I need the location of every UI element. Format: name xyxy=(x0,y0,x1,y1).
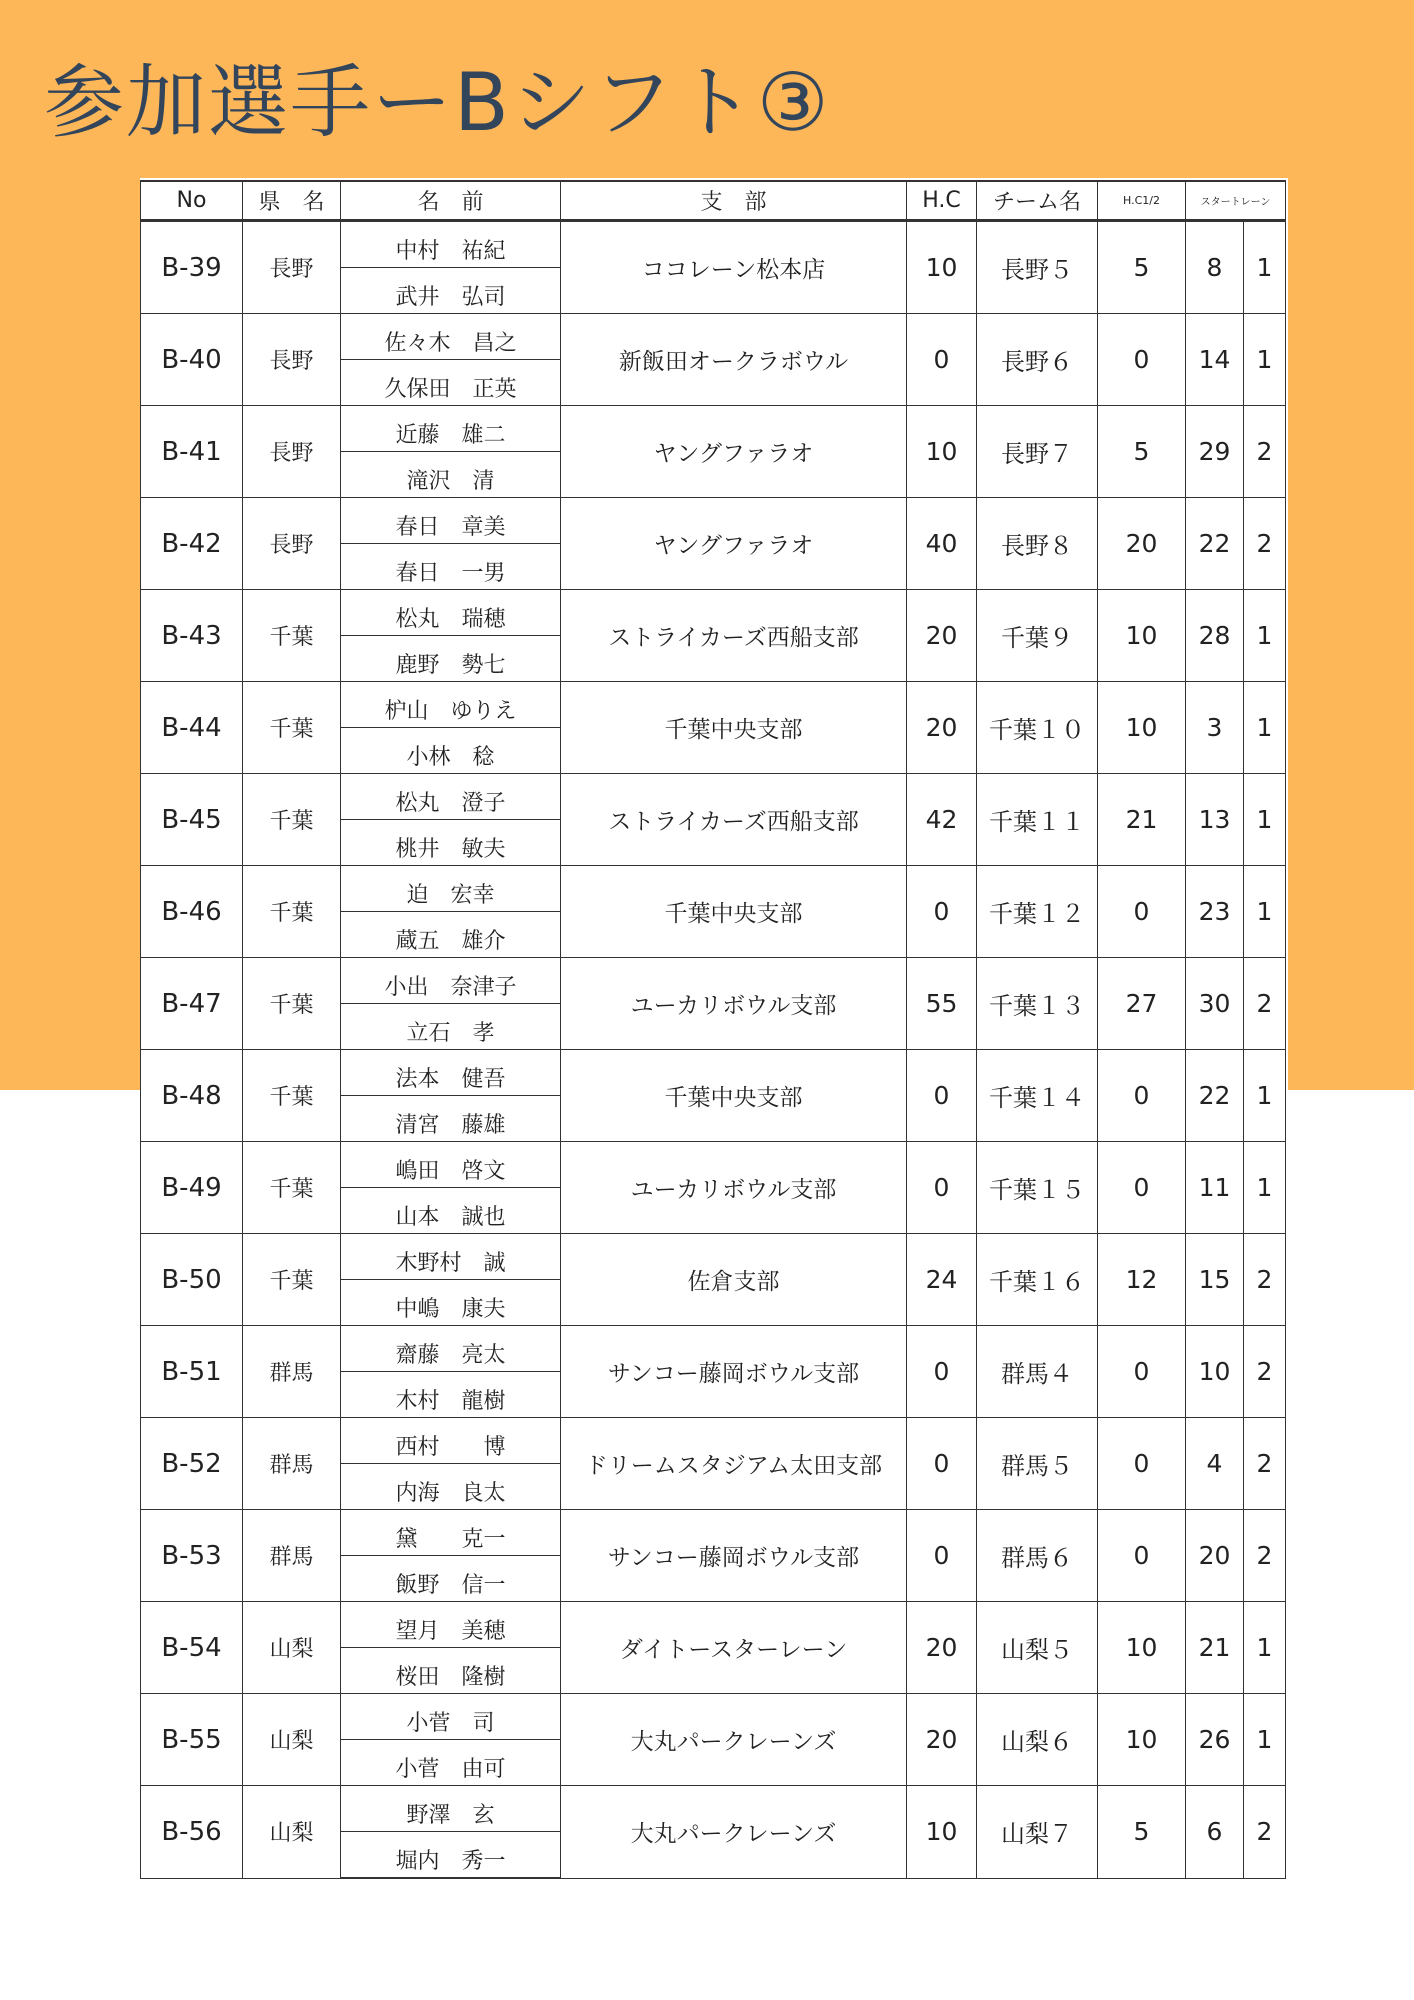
header-team: チーム名 xyxy=(977,181,1098,221)
table-row xyxy=(141,866,1286,912)
handicap: 10 xyxy=(907,406,977,498)
handicap: 0 xyxy=(907,314,977,406)
player-name-2: 小菅 由可 xyxy=(341,1740,561,1786)
table-row xyxy=(141,406,1286,452)
start-shift: 1 xyxy=(1244,1142,1286,1234)
player-name-1: 中村 祐紀 xyxy=(341,221,561,268)
player-name-1: 法本 健吾 xyxy=(341,1050,561,1096)
start-shift: 2 xyxy=(1244,498,1286,590)
team-name: 千葉１１ xyxy=(977,774,1098,866)
handicap-half: 0 xyxy=(1098,314,1186,406)
entry-number: B-41 xyxy=(141,406,243,498)
handicap-half: 10 xyxy=(1098,590,1186,682)
handicap-half: 0 xyxy=(1098,1326,1186,1418)
header-branch: 支 部 xyxy=(561,181,907,221)
handicap-half: 5 xyxy=(1098,1786,1186,1879)
team-name: 長野６ xyxy=(977,314,1098,406)
team-name: 千葉１６ xyxy=(977,1234,1098,1326)
prefecture: 長野 xyxy=(243,406,341,498)
table-row xyxy=(141,1602,1286,1648)
branch-name: ドリームスタジアム太田支部 xyxy=(561,1418,907,1510)
table-row xyxy=(141,221,1286,268)
start-lane: 15 xyxy=(1186,1234,1244,1326)
start-shift: 2 xyxy=(1244,1786,1286,1879)
table-row xyxy=(141,1510,1286,1556)
entry-number: B-44 xyxy=(141,682,243,774)
branch-name: ヤングファラオ xyxy=(561,498,907,590)
team-name: 千葉１２ xyxy=(977,866,1098,958)
entry-number: B-47 xyxy=(141,958,243,1050)
handicap-half: 10 xyxy=(1098,1694,1186,1786)
branch-name: 大丸パークレーンズ xyxy=(561,1694,907,1786)
entry-number: B-53 xyxy=(141,1510,243,1602)
player-name-1: 佐々木 昌之 xyxy=(341,314,561,360)
prefecture: 群馬 xyxy=(243,1326,341,1418)
handicap-half: 5 xyxy=(1098,406,1186,498)
player-name-2: 小林 稔 xyxy=(341,728,561,774)
header-name: 名 前 xyxy=(341,181,561,221)
start-shift: 1 xyxy=(1244,1694,1286,1786)
prefecture: 長野 xyxy=(243,498,341,590)
handicap-half: 0 xyxy=(1098,1142,1186,1234)
start-lane: 26 xyxy=(1186,1694,1244,1786)
handicap-half: 0 xyxy=(1098,1510,1186,1602)
handicap: 40 xyxy=(907,498,977,590)
player-name-2: 山本 誠也 xyxy=(341,1188,561,1234)
start-lane: 20 xyxy=(1186,1510,1244,1602)
table-row xyxy=(141,590,1286,636)
start-lane: 11 xyxy=(1186,1142,1244,1234)
table-row xyxy=(141,774,1286,820)
team-name: 長野５ xyxy=(977,221,1098,314)
player-name-2: 飯野 信一 xyxy=(341,1556,561,1602)
prefecture: 千葉 xyxy=(243,958,341,1050)
player-name-2: 木村 龍樹 xyxy=(341,1372,561,1418)
branch-name: ユーカリボウル支部 xyxy=(561,958,907,1050)
handicap: 24 xyxy=(907,1234,977,1326)
player-name-1: 嶋田 啓文 xyxy=(341,1142,561,1188)
player-name-2: 武井 弘司 xyxy=(341,268,561,314)
entry-number: B-50 xyxy=(141,1234,243,1326)
start-lane: 22 xyxy=(1186,1050,1244,1142)
branch-name: 千葉中央支部 xyxy=(561,682,907,774)
table-row xyxy=(141,498,1286,544)
page-title: 参加選手ーBシフト③ xyxy=(44,56,831,149)
start-shift: 1 xyxy=(1244,1602,1286,1694)
start-lane: 30 xyxy=(1186,958,1244,1050)
player-name-1: 木野村 誠 xyxy=(341,1234,561,1280)
handicap-half: 10 xyxy=(1098,682,1186,774)
start-shift: 2 xyxy=(1244,1234,1286,1326)
player-name-2: 桜田 隆樹 xyxy=(341,1648,561,1694)
handicap: 10 xyxy=(907,1786,977,1879)
start-lane: 23 xyxy=(1186,866,1244,958)
entry-number: B-46 xyxy=(141,866,243,958)
handicap: 42 xyxy=(907,774,977,866)
start-lane: 14 xyxy=(1186,314,1244,406)
team-name: 長野７ xyxy=(977,406,1098,498)
handicap-half: 0 xyxy=(1098,1050,1186,1142)
prefecture: 千葉 xyxy=(243,866,341,958)
handicap-half: 10 xyxy=(1098,1602,1186,1694)
prefecture: 群馬 xyxy=(243,1418,341,1510)
start-lane: 28 xyxy=(1186,590,1244,682)
branch-name: ユーカリボウル支部 xyxy=(561,1142,907,1234)
table-row xyxy=(141,958,1286,1004)
entry-number: B-39 xyxy=(141,221,243,314)
team-name: 群馬６ xyxy=(977,1510,1098,1602)
start-shift: 2 xyxy=(1244,406,1286,498)
branch-name: 千葉中央支部 xyxy=(561,1050,907,1142)
branch-name: 千葉中央支部 xyxy=(561,866,907,958)
prefecture: 群馬 xyxy=(243,1510,341,1602)
handicap: 20 xyxy=(907,1694,977,1786)
handicap-half: 20 xyxy=(1098,498,1186,590)
player-name-2: 内海 良太 xyxy=(341,1464,561,1510)
handicap: 0 xyxy=(907,1418,977,1510)
table-row xyxy=(141,1694,1286,1740)
header-no: No xyxy=(141,181,243,221)
entry-number: B-43 xyxy=(141,590,243,682)
team-name: 山梨５ xyxy=(977,1602,1098,1694)
entry-number: B-40 xyxy=(141,314,243,406)
prefecture: 千葉 xyxy=(243,1234,341,1326)
start-shift: 1 xyxy=(1244,590,1286,682)
player-name-2: 中嶋 康夫 xyxy=(341,1280,561,1326)
start-shift: 1 xyxy=(1244,314,1286,406)
start-lane: 10 xyxy=(1186,1326,1244,1418)
start-lane: 13 xyxy=(1186,774,1244,866)
entry-number: B-56 xyxy=(141,1786,243,1879)
branch-name: サンコー藤岡ボウル支部 xyxy=(561,1326,907,1418)
player-name-1: 迫 宏幸 xyxy=(341,866,561,912)
handicap-half: 27 xyxy=(1098,958,1186,1050)
table-row xyxy=(141,1326,1286,1372)
header-start-lane: スタートレーン xyxy=(1186,181,1286,221)
prefecture: 長野 xyxy=(243,221,341,314)
team-name: 千葉１０ xyxy=(977,682,1098,774)
player-name-2: 清宮 藤雄 xyxy=(341,1096,561,1142)
player-name-1: 松丸 瑞穂 xyxy=(341,590,561,636)
player-name-1: 枦山 ゆりえ xyxy=(341,682,561,728)
player-name-2: 久保田 正英 xyxy=(341,360,561,406)
start-lane: 8 xyxy=(1186,221,1244,314)
start-shift: 2 xyxy=(1244,958,1286,1050)
entry-number: B-55 xyxy=(141,1694,243,1786)
entry-number: B-52 xyxy=(141,1418,243,1510)
prefecture: 千葉 xyxy=(243,1050,341,1142)
header-row xyxy=(141,181,1286,221)
table-row xyxy=(141,1142,1286,1188)
branch-name: 大丸パークレーンズ xyxy=(561,1786,907,1879)
start-shift: 1 xyxy=(1244,682,1286,774)
handicap: 0 xyxy=(907,1510,977,1602)
prefecture: 千葉 xyxy=(243,1142,341,1234)
handicap: 10 xyxy=(907,221,977,314)
team-name: 山梨７ xyxy=(977,1786,1098,1879)
start-shift: 2 xyxy=(1244,1418,1286,1510)
entry-number: B-54 xyxy=(141,1602,243,1694)
player-name-1: 望月 美穂 xyxy=(341,1602,561,1648)
header-hc-half: H.C1/2 xyxy=(1098,181,1186,221)
player-name-1: 齋藤 亮太 xyxy=(341,1326,561,1372)
handicap: 0 xyxy=(907,1142,977,1234)
handicap-half: 0 xyxy=(1098,866,1186,958)
table-row xyxy=(141,1418,1286,1464)
prefecture: 千葉 xyxy=(243,590,341,682)
prefecture: 長野 xyxy=(243,314,341,406)
team-name: 千葉１３ xyxy=(977,958,1098,1050)
player-name-2: 立石 孝 xyxy=(341,1004,561,1050)
player-name-1: 春日 章美 xyxy=(341,498,561,544)
team-name: 千葉１５ xyxy=(977,1142,1098,1234)
handicap: 55 xyxy=(907,958,977,1050)
start-shift: 1 xyxy=(1244,866,1286,958)
handicap: 20 xyxy=(907,1602,977,1694)
handicap-half: 0 xyxy=(1098,1418,1186,1510)
player-name-1: 西村 博 xyxy=(341,1418,561,1464)
prefecture: 山梨 xyxy=(243,1602,341,1694)
player-name-1: 黛 克一 xyxy=(341,1510,561,1556)
player-name-2: 堀内 秀一 xyxy=(341,1832,561,1879)
handicap-half: 5 xyxy=(1098,221,1186,314)
player-name-1: 近藤 雄二 xyxy=(341,406,561,452)
player-name-2: 蔵五 雄介 xyxy=(341,912,561,958)
player-name-1: 小菅 司 xyxy=(341,1694,561,1740)
branch-name: ヤングファラオ xyxy=(561,406,907,498)
participants-table xyxy=(140,180,1286,1879)
branch-name: 新飯田オークラボウル xyxy=(561,314,907,406)
start-lane: 3 xyxy=(1186,682,1244,774)
branch-name: サンコー藤岡ボウル支部 xyxy=(561,1510,907,1602)
team-name: 群馬５ xyxy=(977,1418,1098,1510)
start-shift: 1 xyxy=(1244,774,1286,866)
table-row xyxy=(141,314,1286,360)
header-pref: 県 名 xyxy=(243,181,341,221)
team-name: 長野８ xyxy=(977,498,1098,590)
table-row xyxy=(141,1786,1286,1832)
handicap-half: 21 xyxy=(1098,774,1186,866)
prefecture: 山梨 xyxy=(243,1786,341,1879)
player-name-2: 桃井 敏夫 xyxy=(341,820,561,866)
prefecture: 千葉 xyxy=(243,682,341,774)
entry-number: B-42 xyxy=(141,498,243,590)
branch-name: 佐倉支部 xyxy=(561,1234,907,1326)
entry-number: B-48 xyxy=(141,1050,243,1142)
start-lane: 21 xyxy=(1186,1602,1244,1694)
team-name: 山梨６ xyxy=(977,1694,1098,1786)
player-name-1: 野澤 玄 xyxy=(341,1786,561,1832)
start-lane: 22 xyxy=(1186,498,1244,590)
handicap: 0 xyxy=(907,1326,977,1418)
player-name-2: 滝沢 清 xyxy=(341,452,561,498)
table-row xyxy=(141,1050,1286,1096)
table-row xyxy=(141,1234,1286,1280)
team-name: 群馬４ xyxy=(977,1326,1098,1418)
handicap: 0 xyxy=(907,1050,977,1142)
prefecture: 千葉 xyxy=(243,774,341,866)
table-body xyxy=(141,221,1286,1879)
start-shift: 2 xyxy=(1244,1510,1286,1602)
player-name-2: 鹿野 勢七 xyxy=(341,636,561,682)
branch-name: ダイトースターレーン xyxy=(561,1602,907,1694)
start-lane: 6 xyxy=(1186,1786,1244,1879)
start-shift: 1 xyxy=(1244,1050,1286,1142)
team-name: 千葉１４ xyxy=(977,1050,1098,1142)
player-name-1: 松丸 澄子 xyxy=(341,774,561,820)
player-name-2: 春日 一男 xyxy=(341,544,561,590)
branch-name: ココレーン松本店 xyxy=(561,221,907,314)
start-shift: 1 xyxy=(1244,221,1286,314)
entry-number: B-49 xyxy=(141,1142,243,1234)
header-hc: H.C xyxy=(907,181,977,221)
handicap: 20 xyxy=(907,590,977,682)
team-name: 千葉９ xyxy=(977,590,1098,682)
handicap-half: 12 xyxy=(1098,1234,1186,1326)
player-name-1: 小出 奈津子 xyxy=(341,958,561,1004)
branch-name: ストライカーズ西船支部 xyxy=(561,774,907,866)
entry-number: B-51 xyxy=(141,1326,243,1418)
branch-name: ストライカーズ西船支部 xyxy=(561,590,907,682)
handicap: 20 xyxy=(907,682,977,774)
start-lane: 4 xyxy=(1186,1418,1244,1510)
start-lane: 29 xyxy=(1186,406,1244,498)
prefecture: 山梨 xyxy=(243,1694,341,1786)
start-shift: 2 xyxy=(1244,1326,1286,1418)
entry-number: B-45 xyxy=(141,774,243,866)
handicap: 0 xyxy=(907,866,977,958)
table-row xyxy=(141,682,1286,728)
